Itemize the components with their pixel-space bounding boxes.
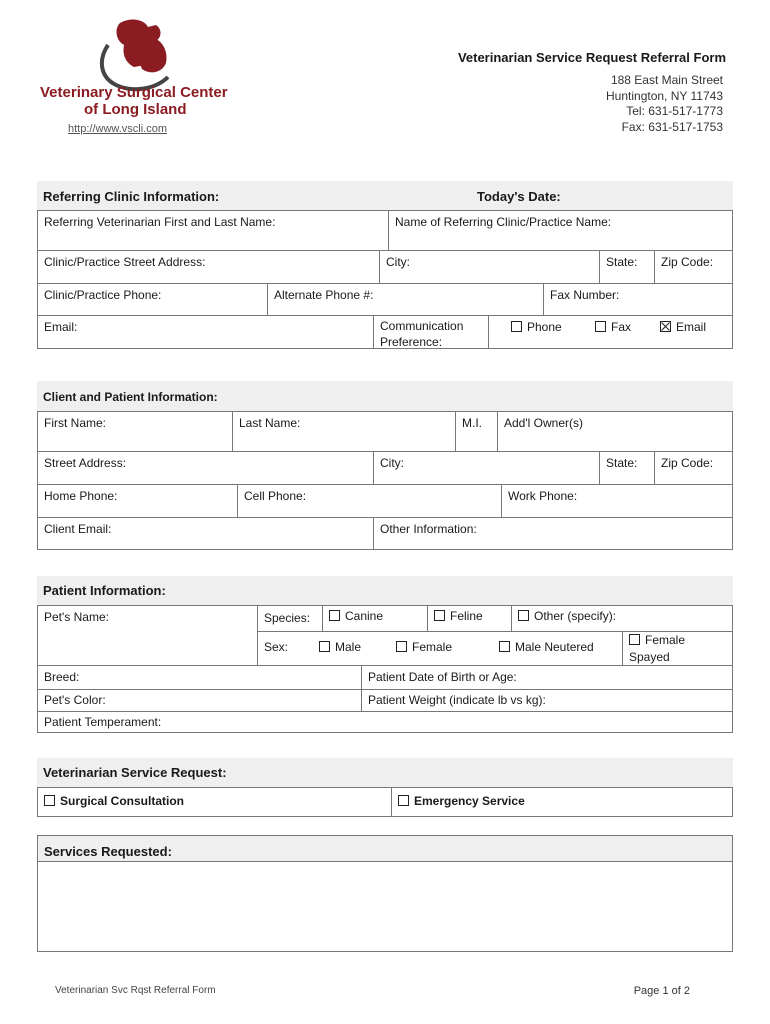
client-zip-field[interactable]: Zip Code: xyxy=(654,452,732,484)
surgical-consultation-option[interactable]: Surgical Consultation xyxy=(38,788,391,816)
service-table xyxy=(37,787,733,817)
client-email-field[interactable]: Client Email: xyxy=(44,522,112,536)
client-table xyxy=(37,411,733,550)
comm-opt-phone[interactable]: Phone xyxy=(511,320,562,334)
breed-field[interactable]: Breed: xyxy=(44,670,80,684)
pet-name-field[interactable]: Pet's Name: xyxy=(44,610,109,624)
weight-field[interactable]: Patient Weight (indicate lb vs kg): xyxy=(361,690,732,711)
comm-opt-fax[interactable]: Fax xyxy=(595,320,631,334)
checkbox-icon xyxy=(319,641,330,652)
clinic-city-field[interactable]: City: xyxy=(379,251,599,283)
dob-field[interactable]: Patient Date of Birth or Age: xyxy=(361,666,732,689)
org-name-line1: Veterinary Surgical Center xyxy=(40,84,228,101)
pet-color-field[interactable]: Pet's Color: xyxy=(44,693,106,707)
address-line1: 188 East Main Street xyxy=(610,73,723,87)
emergency-service-option[interactable]: Emergency Service xyxy=(391,788,732,816)
address-line2: Huntington, NY 11743 xyxy=(606,88,723,103)
website-link[interactable]: http://www.vscli.com xyxy=(68,123,168,135)
sex-male[interactable]: Male xyxy=(319,640,361,654)
referring-section-header xyxy=(37,181,733,211)
checkbox-icon xyxy=(396,641,407,652)
species-canine[interactable]: Canine xyxy=(322,606,427,631)
client-heading: Client and Patient Information: xyxy=(43,390,218,404)
fax-line: Fax: 631-517-1753 xyxy=(621,119,723,134)
clinic-name-field[interactable]: Name of Referring Clinic/Practice Name: xyxy=(388,211,732,250)
vscli-logo xyxy=(38,15,238,140)
checkbox-icon xyxy=(518,610,529,621)
clinic-email-field[interactable]: Email: xyxy=(44,320,78,334)
species-feline[interactable]: Feline xyxy=(427,606,511,631)
service-section-header xyxy=(37,758,733,788)
services-requested-box xyxy=(37,835,733,952)
sex-label: Sex: xyxy=(264,640,289,654)
org-name-line2: of Long Island xyxy=(84,101,187,118)
temperament-field[interactable]: Patient Temperament: xyxy=(44,715,162,729)
other-info-field[interactable]: Other Information: xyxy=(373,518,732,550)
home-phone-field[interactable]: Home Phone: xyxy=(44,489,118,503)
client-last-name-field[interactable]: Last Name: xyxy=(232,412,455,451)
form-title: Veterinarian Service Request Referral Form xyxy=(457,50,726,65)
client-mi-field[interactable]: M.I. xyxy=(455,412,497,451)
clinic-phone-field[interactable]: Clinic/Practice Phone: xyxy=(44,288,162,302)
service-heading: Veterinarian Service Request: xyxy=(43,765,227,780)
comm-pref-label: Communication Preference: xyxy=(373,316,488,348)
comm-opt-email[interactable]: Email xyxy=(660,320,706,334)
footer-form-name: Veterinarian Svc Rqst Referral Form xyxy=(55,985,216,996)
work-phone-field[interactable]: Work Phone: xyxy=(501,485,732,517)
client-state-field[interactable]: State: xyxy=(599,452,654,484)
checkbox-icon xyxy=(329,610,340,621)
clinic-zip-field[interactable]: Zip Code: xyxy=(654,251,732,283)
checkbox-icon xyxy=(499,641,510,652)
addl-owners-field[interactable]: Add'l Owner(s) xyxy=(497,412,732,451)
page-number: Page 1 of 2 xyxy=(633,985,690,997)
client-city-field[interactable]: City: xyxy=(373,452,599,484)
checked-checkbox-icon xyxy=(660,321,671,332)
checkbox-icon xyxy=(629,634,640,645)
sex-row xyxy=(257,632,622,665)
services-requested-heading: Services Requested: xyxy=(44,844,172,859)
checkbox-icon xyxy=(44,795,55,806)
tel-line: Tel: 631-517-1773 xyxy=(626,104,723,118)
checkbox-icon xyxy=(398,795,409,806)
referring-table xyxy=(37,210,733,349)
checkbox-icon xyxy=(434,610,445,621)
services-requested-header xyxy=(38,836,732,862)
comm-pref-options xyxy=(488,316,732,348)
client-section-header xyxy=(37,381,733,412)
species-label: Species: xyxy=(257,606,322,631)
patient-heading: Patient Information: xyxy=(43,583,166,598)
checkbox-icon xyxy=(595,321,606,332)
referring-heading: Referring Clinic Information: xyxy=(43,189,220,204)
patient-section-header xyxy=(37,576,733,606)
patient-table xyxy=(37,605,733,733)
sex-female[interactable]: Female xyxy=(396,640,452,654)
client-street-field[interactable]: Street Address: xyxy=(44,456,127,470)
checkbox-icon xyxy=(511,321,522,332)
fax-number-field[interactable]: Fax Number: xyxy=(543,284,732,315)
address-block xyxy=(606,73,723,135)
cell-phone-field[interactable]: Cell Phone: xyxy=(237,485,501,517)
clinic-state-field[interactable]: State: xyxy=(599,251,654,283)
client-first-name-field[interactable]: First Name: xyxy=(44,416,107,430)
alt-phone-field[interactable]: Alternate Phone #: xyxy=(267,284,543,315)
clinic-street-field[interactable]: Clinic/Practice Street Address: xyxy=(44,255,206,269)
vet-name-field[interactable]: Referring Veterinarian First and Last Name: xyxy=(44,215,276,229)
species-other[interactable]: Other (specify): xyxy=(511,606,732,631)
sex-female-spayed[interactable]: Female Spayed xyxy=(622,632,732,665)
todays-date-label[interactable]: Today's Date: xyxy=(477,189,561,204)
services-requested-textarea[interactable] xyxy=(38,862,732,951)
sex-male-neutered[interactable]: Male Neutered xyxy=(499,640,594,654)
